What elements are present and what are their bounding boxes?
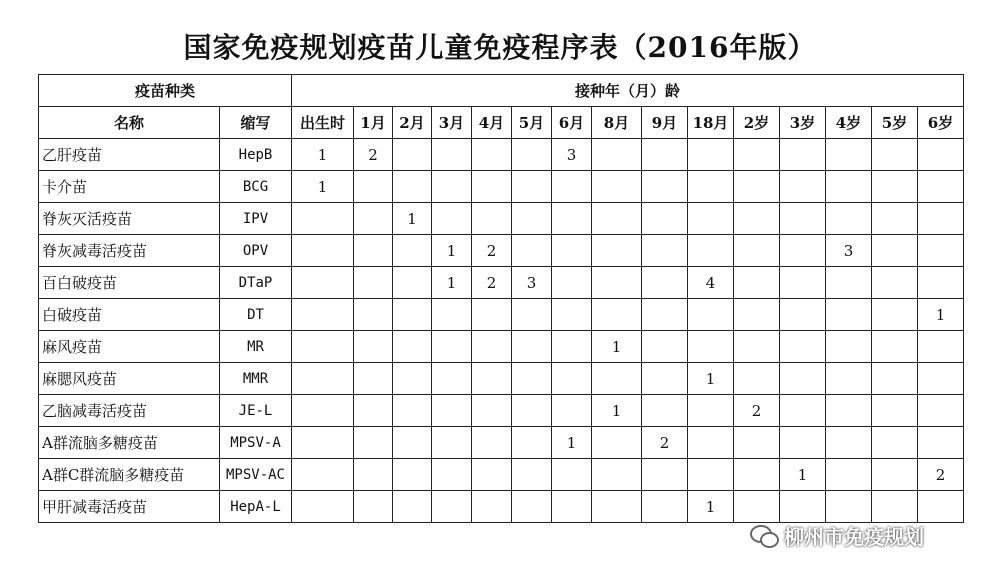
dose-cell [688, 171, 734, 203]
dose-cell [393, 267, 432, 299]
dose-cell [354, 203, 393, 235]
wechat-icon [750, 525, 778, 547]
header-age: 6岁 [918, 107, 964, 139]
dose-cell [393, 363, 432, 395]
dose-cell [826, 171, 872, 203]
dose-cell [688, 459, 734, 491]
dose-cell [393, 299, 432, 331]
table-row [39, 203, 964, 235]
dose-cell [826, 139, 872, 171]
dose-cell [688, 139, 734, 171]
header-row-groups [39, 75, 964, 107]
vaccine-name: 乙脑减毒活疫苗 [39, 395, 220, 427]
dose-cell [780, 299, 826, 331]
dose-cell: 2 [354, 139, 393, 171]
header-age: 出生时 [292, 107, 354, 139]
dose-cell [512, 299, 552, 331]
dose-cell [592, 235, 642, 267]
dose-cell [780, 235, 826, 267]
dose-cell [354, 395, 393, 427]
header-age: 1月 [354, 107, 393, 139]
dose-cell [780, 267, 826, 299]
dose-cell [432, 203, 472, 235]
dose-cell [780, 203, 826, 235]
dose-cell [918, 171, 964, 203]
dose-cell [292, 235, 354, 267]
dose-cell [432, 427, 472, 459]
dose-cell [512, 427, 552, 459]
dose-cell [512, 363, 552, 395]
dose-cell [354, 459, 393, 491]
dose-cell [872, 427, 918, 459]
dose-cell [472, 395, 512, 427]
vaccine-name: 脊灰减毒活疫苗 [39, 235, 220, 267]
dose-cell [512, 395, 552, 427]
dose-cell [872, 203, 918, 235]
dose-cell [642, 203, 688, 235]
dose-cell [592, 139, 642, 171]
dose-cell [592, 491, 642, 523]
table-row [39, 427, 964, 459]
dose-cell [872, 395, 918, 427]
dose-cell [918, 395, 964, 427]
dose-cell [734, 139, 780, 171]
dose-cell [642, 459, 688, 491]
dose-cell [780, 331, 826, 363]
dose-cell: 4 [688, 267, 734, 299]
dose-cell [872, 491, 918, 523]
vaccine-abbr: OPV [220, 235, 292, 267]
dose-cell: 3 [512, 267, 552, 299]
header-age: 6月 [552, 107, 592, 139]
dose-cell [472, 363, 512, 395]
dose-cell: 1 [292, 171, 354, 203]
vaccine-name: A群C群流脑多糖疫苗 [39, 459, 220, 491]
dose-cell [292, 267, 354, 299]
dose-cell [354, 171, 393, 203]
header-age: 3月 [432, 107, 472, 139]
dose-cell [872, 459, 918, 491]
dose-cell [872, 363, 918, 395]
vaccine-abbr: MPSV-AC [220, 459, 292, 491]
watermark [750, 521, 924, 550]
dose-cell [918, 331, 964, 363]
header-age: 8月 [592, 107, 642, 139]
dose-cell [292, 427, 354, 459]
dose-cell [592, 427, 642, 459]
dose-cell: 1 [393, 203, 432, 235]
dose-cell [826, 203, 872, 235]
dose-cell [918, 267, 964, 299]
table-row [39, 267, 964, 299]
dose-cell [734, 267, 780, 299]
dose-cell [592, 203, 642, 235]
dose-cell [734, 331, 780, 363]
page-title: 国家免疫规划疫苗儿童免疫程序表（2016年版） [183, 31, 817, 64]
dose-cell [552, 331, 592, 363]
dose-cell [642, 267, 688, 299]
vaccine-name: 甲肝减毒活疫苗 [39, 491, 220, 523]
dose-cell: 1 [432, 267, 472, 299]
dose-cell: 2 [472, 235, 512, 267]
dose-cell: 1 [292, 139, 354, 171]
vaccine-abbr: MPSV-A [220, 427, 292, 459]
dose-cell [918, 203, 964, 235]
vaccine-abbr: DT [220, 299, 292, 331]
vaccine-abbr: BCG [220, 171, 292, 203]
dose-cell: 1 [592, 395, 642, 427]
dose-cell [552, 267, 592, 299]
vaccine-abbr: HepB [220, 139, 292, 171]
vaccine-abbr: MMR [220, 363, 292, 395]
dose-cell [552, 203, 592, 235]
header-age: 9月 [642, 107, 688, 139]
table-row [39, 139, 964, 171]
vaccine-name: 白破疫苗 [39, 299, 220, 331]
header-age: 5月 [512, 107, 552, 139]
dose-cell: 3 [552, 139, 592, 171]
dose-cell [354, 491, 393, 523]
dose-cell [292, 331, 354, 363]
dose-cell [780, 363, 826, 395]
dose-cell [826, 459, 872, 491]
dose-cell [472, 171, 512, 203]
dose-cell [872, 331, 918, 363]
dose-cell [354, 267, 393, 299]
dose-cell [642, 235, 688, 267]
header-abbr: 缩写 [220, 107, 292, 139]
table-row [39, 395, 964, 427]
dose-cell [642, 491, 688, 523]
dose-cell [734, 427, 780, 459]
dose-cell [393, 235, 432, 267]
vaccine-abbr: IPV [220, 203, 292, 235]
dose-cell [472, 203, 512, 235]
dose-cell [592, 171, 642, 203]
dose-cell: 1 [918, 299, 964, 331]
dose-cell [734, 491, 780, 523]
dose-cell [393, 395, 432, 427]
dose-cell [292, 363, 354, 395]
dose-cell [393, 459, 432, 491]
dose-cell [826, 491, 872, 523]
vaccine-abbr: HepA-L [220, 491, 292, 523]
dose-cell [292, 299, 354, 331]
dose-cell [512, 171, 552, 203]
dose-cell: 2 [642, 427, 688, 459]
dose-cell [432, 331, 472, 363]
dose-cell: 3 [826, 235, 872, 267]
dose-cell [354, 331, 393, 363]
dose-cell [292, 459, 354, 491]
dose-cell [432, 459, 472, 491]
dose-cell [642, 299, 688, 331]
dose-cell [393, 331, 432, 363]
dose-cell [734, 203, 780, 235]
immunization-schedule-table [38, 74, 964, 523]
vaccine-name: 百白破疫苗 [39, 267, 220, 299]
dose-cell [432, 395, 472, 427]
dose-cell [826, 363, 872, 395]
table-row [39, 331, 964, 363]
vaccine-name: A群流脑多糖疫苗 [39, 427, 220, 459]
dose-cell [472, 331, 512, 363]
schedule-body [39, 139, 964, 523]
vaccine-name: 卡介苗 [39, 171, 220, 203]
dose-cell [918, 139, 964, 171]
dose-cell [552, 171, 592, 203]
vaccine-abbr: DTaP [220, 267, 292, 299]
dose-cell [826, 331, 872, 363]
dose-cell [780, 395, 826, 427]
dose-cell [592, 363, 642, 395]
dose-cell [688, 331, 734, 363]
dose-cell [512, 331, 552, 363]
dose-cell [393, 491, 432, 523]
dose-cell [472, 459, 512, 491]
dose-cell: 2 [472, 267, 512, 299]
dose-cell [734, 235, 780, 267]
dose-cell [734, 299, 780, 331]
dose-cell [432, 363, 472, 395]
dose-cell [512, 459, 552, 491]
dose-cell [734, 459, 780, 491]
dose-cell [393, 427, 432, 459]
vaccine-abbr: MR [220, 331, 292, 363]
dose-cell [872, 139, 918, 171]
header-age: 2岁 [734, 107, 780, 139]
dose-cell [393, 139, 432, 171]
dose-cell [780, 171, 826, 203]
dose-cell [552, 299, 592, 331]
dose-cell [354, 235, 393, 267]
dose-cell [552, 395, 592, 427]
dose-cell [688, 427, 734, 459]
dose-cell: 1 [432, 235, 472, 267]
header-age: 18月 [688, 107, 734, 139]
dose-cell [688, 395, 734, 427]
dose-cell [688, 203, 734, 235]
dose-cell [552, 491, 592, 523]
dose-cell [432, 491, 472, 523]
dose-cell [826, 299, 872, 331]
dose-cell [354, 363, 393, 395]
vaccine-name: 麻风疫苗 [39, 331, 220, 363]
dose-cell [872, 235, 918, 267]
dose-cell [432, 299, 472, 331]
dose-cell [512, 203, 552, 235]
dose-cell [918, 491, 964, 523]
dose-cell: 2 [734, 395, 780, 427]
dose-cell [393, 171, 432, 203]
dose-cell [552, 459, 592, 491]
dose-cell [688, 299, 734, 331]
dose-cell [592, 299, 642, 331]
dose-cell [872, 171, 918, 203]
header-age: 3岁 [780, 107, 826, 139]
dose-cell [592, 267, 642, 299]
dose-cell: 1 [688, 491, 734, 523]
dose-cell [292, 491, 354, 523]
dose-cell [552, 363, 592, 395]
table-row [39, 235, 964, 267]
header-age: 4岁 [826, 107, 872, 139]
dose-cell [552, 235, 592, 267]
dose-cell [734, 363, 780, 395]
dose-cell [918, 363, 964, 395]
dose-cell [472, 139, 512, 171]
dose-cell [432, 171, 472, 203]
dose-cell: 1 [552, 427, 592, 459]
table-row [39, 299, 964, 331]
dose-cell [780, 491, 826, 523]
dose-cell [918, 427, 964, 459]
dose-cell [642, 331, 688, 363]
dose-cell [472, 299, 512, 331]
header-row-columns [39, 107, 964, 139]
vaccine-name: 脊灰灭活疫苗 [39, 203, 220, 235]
dose-cell [872, 267, 918, 299]
vaccine-name: 麻腮风疫苗 [39, 363, 220, 395]
dose-cell [512, 139, 552, 171]
dose-cell [512, 235, 552, 267]
header-name: 名称 [39, 107, 220, 139]
dose-cell [918, 235, 964, 267]
dose-cell [292, 395, 354, 427]
dose-cell [472, 491, 512, 523]
table-row [39, 459, 964, 491]
dose-cell [826, 427, 872, 459]
dose-cell: 1 [780, 459, 826, 491]
dose-cell [780, 427, 826, 459]
dose-cell [826, 267, 872, 299]
dose-cell [872, 299, 918, 331]
header-vaccine-type: 疫苗种类 [39, 75, 292, 107]
header-age: 4月 [472, 107, 512, 139]
dose-cell [642, 171, 688, 203]
dose-cell [642, 139, 688, 171]
dose-cell: 1 [688, 363, 734, 395]
dose-cell [642, 395, 688, 427]
watermark-text: 柳州市免疫规划 [784, 525, 924, 549]
table-row [39, 363, 964, 395]
dose-cell [512, 491, 552, 523]
dose-cell [688, 235, 734, 267]
dose-cell [292, 203, 354, 235]
dose-cell [826, 395, 872, 427]
dose-cell: 2 [918, 459, 964, 491]
table-row [39, 491, 964, 523]
header-age: 2月 [393, 107, 432, 139]
dose-cell: 1 [592, 331, 642, 363]
header-age: 5岁 [872, 107, 918, 139]
dose-cell [780, 139, 826, 171]
vaccine-abbr: JE-L [220, 395, 292, 427]
dose-cell [354, 299, 393, 331]
dose-cell [432, 139, 472, 171]
header-age-group: 接种年（月）龄 [292, 75, 964, 107]
dose-cell [642, 363, 688, 395]
vaccine-name: 乙肝疫苗 [39, 139, 220, 171]
dose-cell [354, 427, 393, 459]
dose-cell [592, 459, 642, 491]
dose-cell [472, 427, 512, 459]
table-row [39, 171, 964, 203]
dose-cell [734, 171, 780, 203]
